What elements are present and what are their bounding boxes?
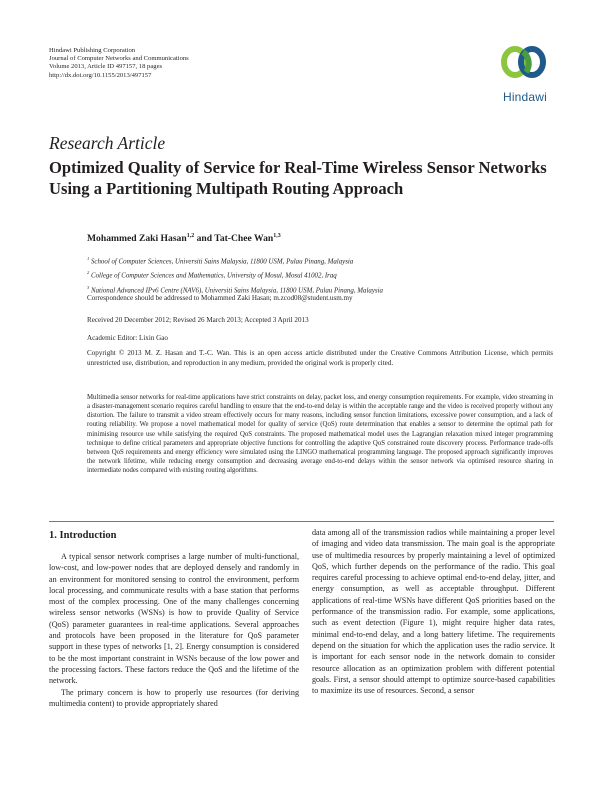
body-paragraph: A typical sensor network comprises a large number of multi-functional, low-cost, and low-power nodes that are deployed densely and randomly in an environment for monitored sensing to control the environment, perform local processing, and communicate results with a base station that performs most of the complex processing. One of the many challenges concerning wireless sensor networks (WSNs) is how to provide Quality of Service (QoS) parameter guarantees in real-time applications. Several approaches and protocols have been proposed in the literature for QoS parameter support in these types of networks [1, 2]. Energy consumption is considered to be the most important constraint in WSNs because of the low power and the processing factors. These factors reduce the QoS and the lifetime of the network.: [49, 552, 299, 686]
volume-line: Volume 2013, Article ID 497157, 18 pages: [49, 63, 163, 71]
author-affil-sup: 1,3: [273, 233, 281, 239]
hindawi-logo: [494, 40, 556, 106]
correspondence-note: Correspondence should be addressed to Mohammed Zaki Hasan; m.zcod08@student.usm.my: [87, 294, 353, 302]
abstract: Multimedia sensor networks for real-time applications have strict constraints on delay, packet loss, and energy consumption requirements. For example, video streaming in a disaster-management scenario requires careful handling to ensure that the end-to-end delay is within the acceptable range and the video is received properly without any distortion. The failure to transmit a video stream effectively occurs for many reasons, including sensor function limitations, excessive power consumption, and a lack of routing reliability. We propose a novel mathematical model for quality of service (QoS) route determination that enables a sensor to determine the optimal path for minimising resource use while satisfying the required QoS constraints. The proposed mathematical model uses the Lagrangian relaxation mixed integer programming technique to define critical parameters and appropriate objective functions for controlling the adaptive QoS constrained route discovery process. Performance trade-offs between QoS requirements and energy efficiency were simulated using the LINGO mathematical programming language. The proposed approach significantly improves the network lifetime, while reducing energy consumption and decreasing average end-to-end delays within the sensor network via optimised resource sharing in intermediate nodes compared with existing routing algorithms.: [87, 394, 553, 475]
affiliation-item: $^1$ School of Computer Sciences, Universiti Sains Malaysia, 11800 USM, Pulau Pinang, Malaysia: [87, 256, 354, 266]
article-type: Research Article: [49, 133, 166, 153]
hindawi-rings-icon: [494, 40, 556, 90]
doi-link[interactable]: http://dx.doi.org/10.1155/2013/497157: [49, 71, 152, 79]
publisher-line: Hindawi Publishing Corporation: [49, 47, 136, 54]
copyright-notice: Copyright © 2013 M. Z. Hasan and T.-C. Wan. This is an open access article distributed under the Creative Commons Attribution License, which permits unrestricted use, distribution, and reproduction in any medium, provided the original work is properly cited.: [87, 349, 553, 367]
affiliation-item: $^2$ College of Computer Sciences and Mathematics, University of Mosul, Mosul 41002, Iraq: [87, 270, 337, 280]
author-name: Mohammed Zaki Hasan: [87, 233, 187, 245]
section-heading: 1. Introduction: [49, 530, 117, 541]
affiliation-item: $^3$ National Advanced IPv6 Centre (NAV6), Universiti Sains Malaysia, 11800 USM, Pulau Pinang, Malaysia: [87, 284, 383, 294]
right-column: [312, 527, 555, 696]
author-name: Tat-Chee Wan: [214, 233, 274, 245]
author-affil-sup: 1,2: [186, 233, 195, 239]
journal-line: Journal of Computer Networks and Communications: [49, 55, 189, 63]
author-line: [87, 233, 281, 244]
section-divider: [49, 521, 554, 522]
body-paragraph: The primary concern is how to properly use resources (for deriving multimedia content) to provide appropriately shared: [49, 687, 299, 708]
academic-editor: Academic Editor: Lixin Gao: [87, 334, 168, 342]
body-paragraph: data among all of the transmission radios while maintaining a proper level of imaging and video data transmission. The main goal is the appropriate use of multimedia resources by properly maintaining a level of optimized QoS, which further depends on the performance of the radio. This goal requires careful processing to achieve optimal end-to-end delay, jitter, and energy consumption, as well as acceptable throughput. Different applications of real-time WSNs have different QoS priorities based on the performance of the transmission radio. For example, some applications, such as event detection (Figure 1), might require higher data rates, minimal end-to-end delay, and a long battery lifetime. The requirements depend on the situation for which the application uses the radio service. It is important for each sensor node in the network domain to consider resource allocation as an optimization problem with different potential goals. First, a sensor should attempt to optimize source-based capabilities to maximize its use of resources. Second, a sensor: [312, 528, 555, 696]
logo-wordmark: Hindawi: [502, 90, 548, 104]
history-dates: Received 20 December 2012; Revised 26 March 2013; Accepted 3 April 2013: [87, 316, 309, 324]
affiliations: [87, 253, 383, 296]
left-column: [49, 551, 299, 709]
paper-title: Optimized Quality of Service for Real-Time Wireless Sensor Networks Using a Partitioning Multipath Routing Approach: [49, 158, 547, 198]
journal-header: [49, 47, 189, 80]
author-joiner: and: [196, 233, 213, 245]
